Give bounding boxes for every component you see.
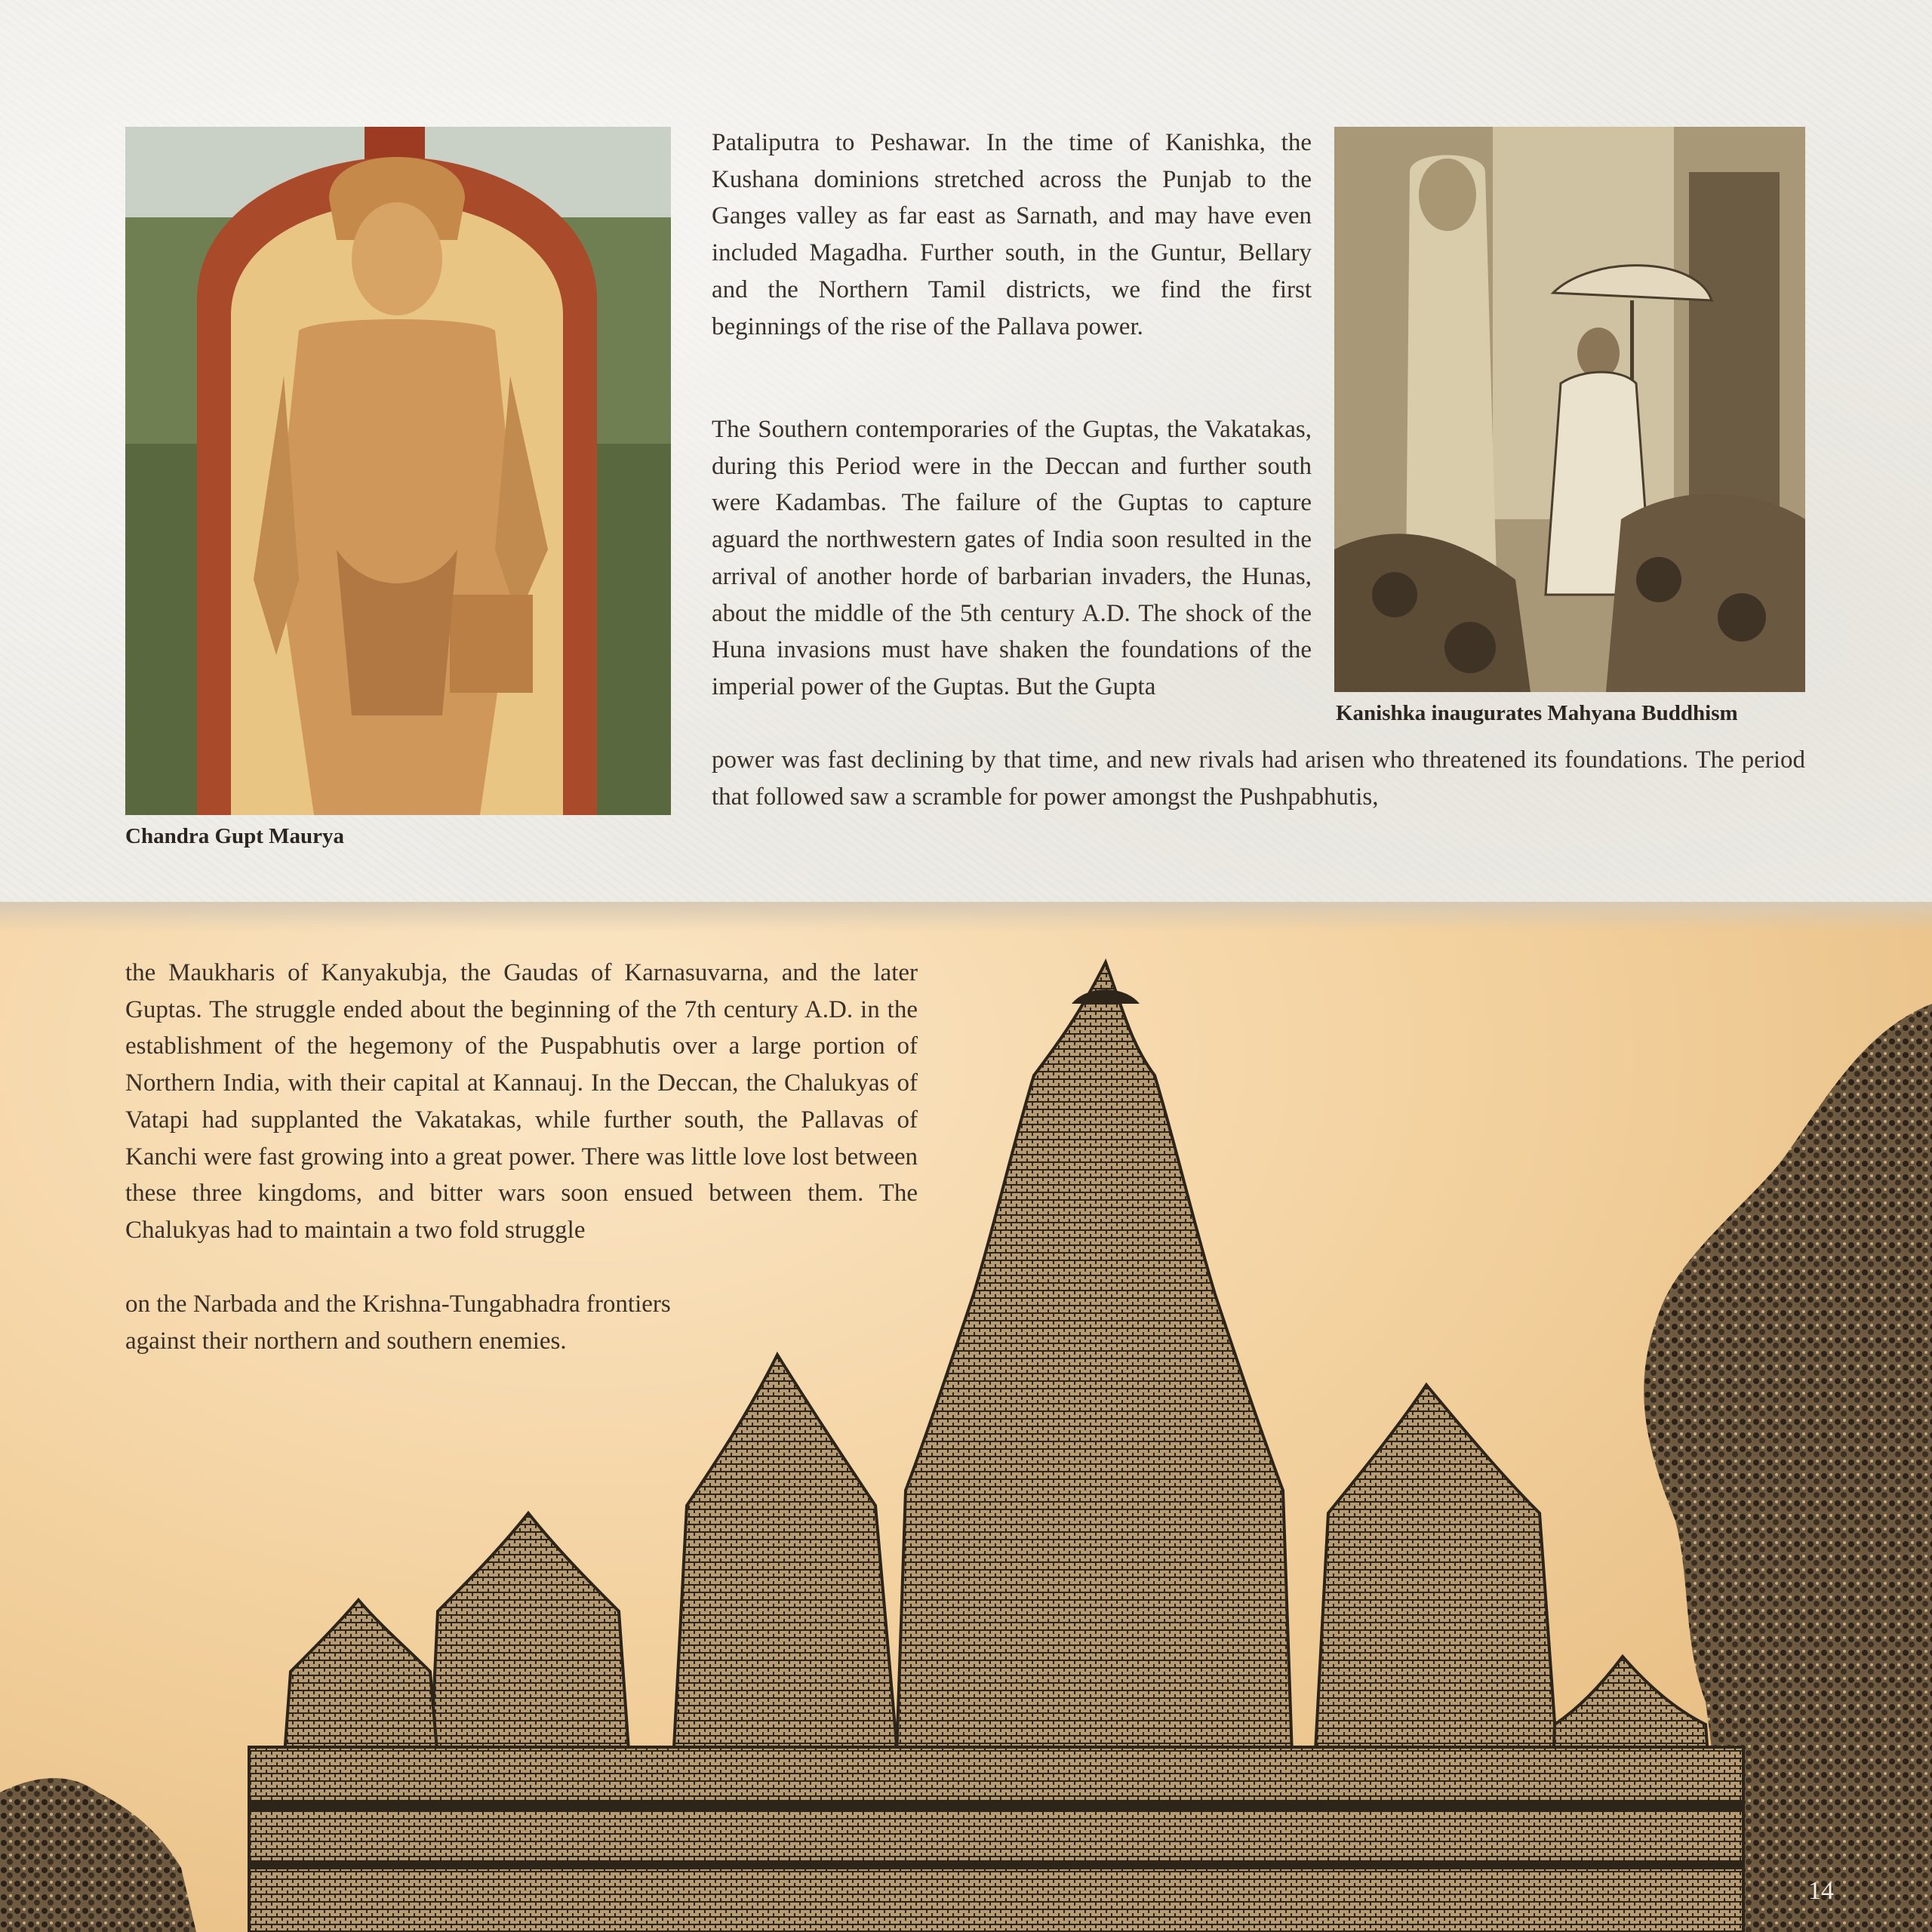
paragraph-3: the Maukharis of Kanyakubja, the Gaudas of Karnasuvarna, and the later Guptas. The struggle ended about the beginning of the 7th century A.D. in the establishment of the hegemony of the Puspabhutis over a large portion of Northern India, with their capital at Kannauj. In the Deccan, the Chalukyas of Vatapi had supplanted the Vakatakas, while further south, the Pallavas of Kanchi were fast growing into a great power. There was little love lost between these three kingdoms, and bitter wars soon ensued between them. The Chalukyas had to maintain a two fold struggle [125,959,918,1244]
paragraph-2: The Southern contemporaries of the Guptas, the Vakatakas, during this Period were in the Deccan and further south were Kadambas. The failure of the Guptas to capture aguard the northwestern gates of India soon resulted in the arrival of another horde of barbarian invaders, the Hunas, about the middle of the 5th century A.D. The shock of the Huna invasions must have shaken the foundations of the imperial power of the Guptas. But the Gupta [712,416,1312,700]
kanishka-photo [1334,127,1805,692]
paragraph-3-end: on the Narbada and the Krishna-Tungabhadra frontiers against their northern and southern enemies. [125,1291,671,1355]
statue-caption: Chandra Gupt Maurya [125,824,345,848]
statue-photo [125,127,671,815]
kanishka-image [1334,127,1805,692]
paragraph-2-continued: power was fast declining by that time, and new rivals had arisen who threatened its foundations. The period that followed saw a scramble for power amongst the Pushpabhutis, [712,746,1805,811]
statue-image [125,127,671,815]
paragraph-1: Pataliputra to Peshawar. In the time of Kanishka, the Kushana dominions stretched across the Punjab to the Ganges valley as far east as Sarnath, and may have even included Magadha. Further south, in the Guntur, Bellary and the Northern Tamil districts, we find the first beginnings of the rise of the Pallava power. [712,129,1312,340]
kanishka-caption: Kanishka inaugurates Mahyana Buddhism [1336,701,1738,725]
page-number: 14 [1808,1877,1834,1905]
